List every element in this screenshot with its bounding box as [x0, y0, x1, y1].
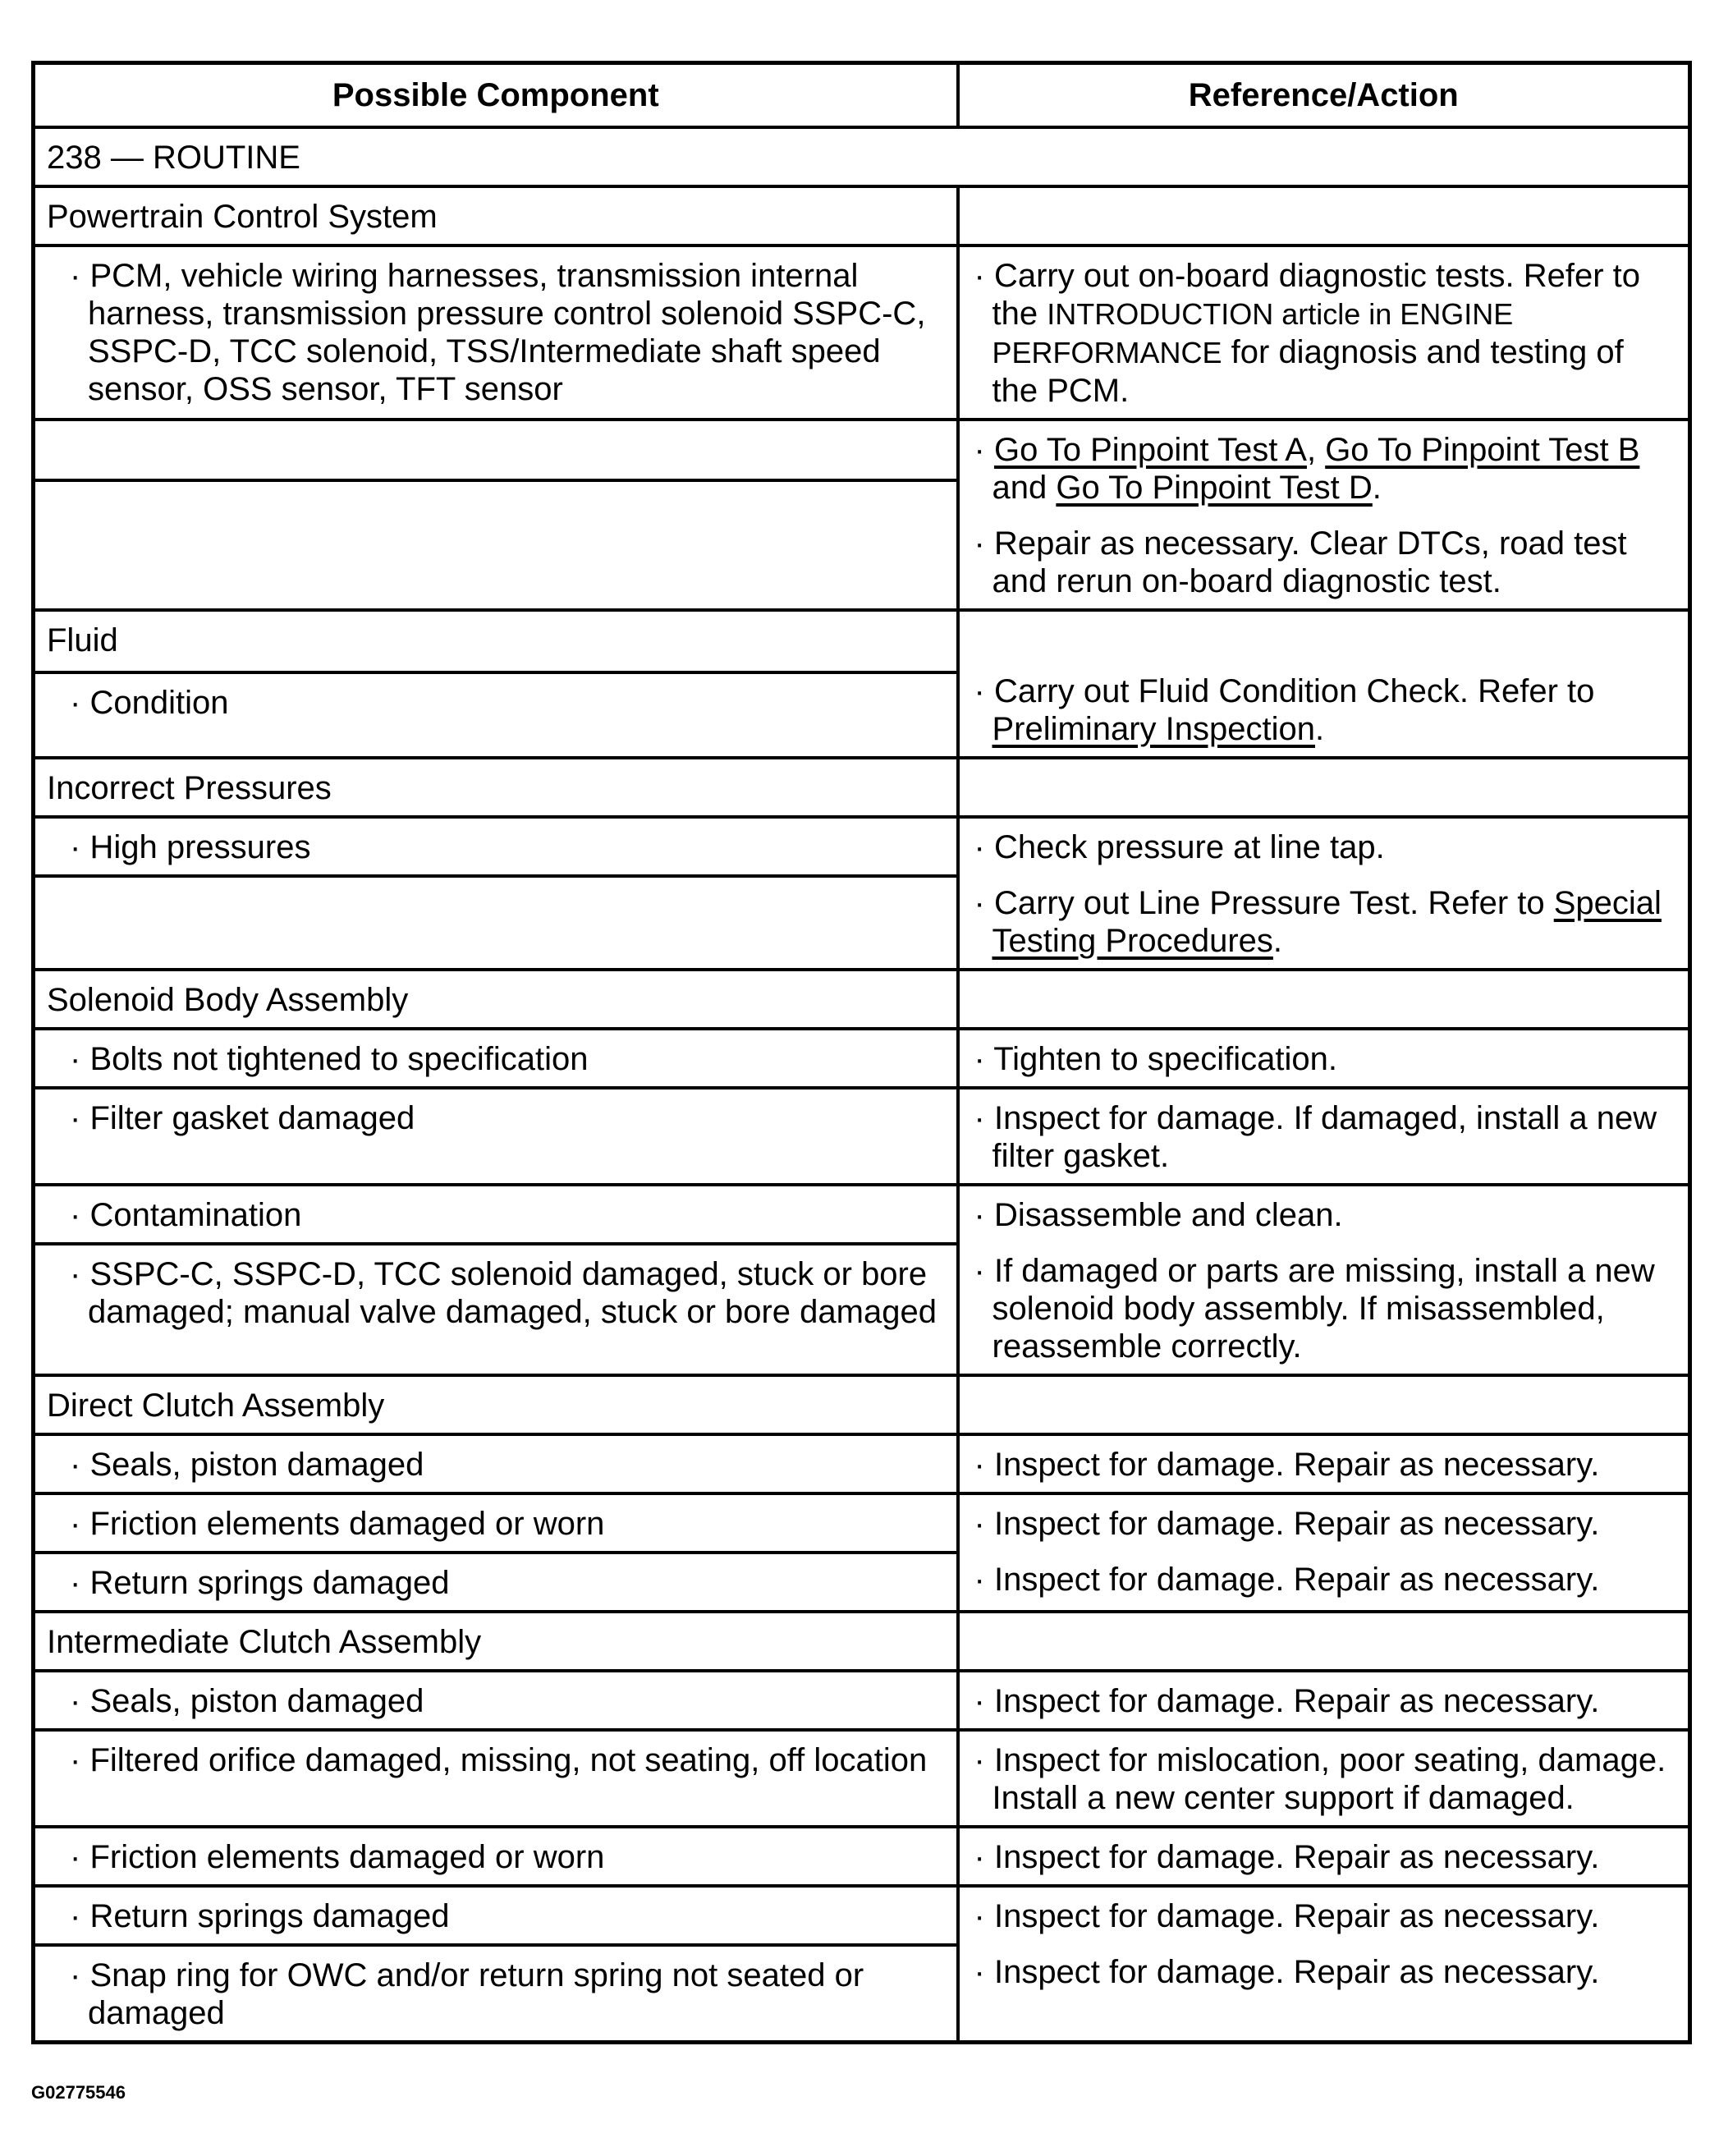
component-cell [34, 245, 958, 420]
action-cell [958, 610, 1690, 758]
table-row [34, 245, 1690, 420]
section-title-solenoid: Solenoid Body Assembly [34, 970, 958, 1029]
column-header-component: Possible Component [34, 63, 958, 128]
bullet: · [974, 1562, 985, 1598]
action-text: Inspect for damage. Repair as necessary. [993, 1447, 1600, 1483]
bullet: · [974, 1041, 985, 1077]
component-cell [34, 1029, 958, 1088]
action-cell [958, 1827, 1690, 1886]
component-text: PCM, vehicle wiring harnesses, transmission internal harness, transmission pressure control solenoid SSPC-C, SSPC-D, TCC solenoid, TSS/Intermediate shaft speed sensor, OSS sensor, TFT sensor [88, 258, 926, 407]
bullet: · [70, 1041, 81, 1077]
separator: and [992, 470, 1057, 506]
action-text: Inspect for mislocation, poor seating, damage. Install a new center support if damaged. [992, 1742, 1666, 1816]
section-row [34, 758, 1690, 817]
action-text: Inspect for damage. Repair as necessary. [993, 1562, 1600, 1598]
action-text: Inspect for damage. If damaged, install a new filter gasket. [992, 1100, 1657, 1174]
component-item [47, 1838, 945, 1876]
table-row [34, 1088, 1690, 1185]
component-text: Bolts not tightened to specification [89, 1041, 589, 1077]
table-row [34, 817, 1690, 970]
component-item [47, 684, 945, 722]
section-action-empty [958, 970, 1690, 1029]
table-header-row [34, 63, 1690, 128]
action-text: Check pressure at line tap. [993, 829, 1385, 865]
action-item [971, 431, 1677, 507]
section-row [34, 1375, 1690, 1434]
table-row [34, 1671, 1690, 1730]
bullet: · [70, 1506, 81, 1542]
separator: . [1272, 923, 1283, 959]
bullet: · [70, 1565, 81, 1601]
table-row [34, 1827, 1690, 1886]
bullet: · [70, 1447, 81, 1483]
action-item [971, 525, 1677, 600]
bullet: · [974, 1197, 985, 1233]
section-row [34, 610, 1690, 672]
action-item [971, 1741, 1677, 1817]
section-action-empty [958, 186, 1690, 245]
component-item [47, 257, 945, 408]
component-item [35, 819, 956, 878]
component-cell [34, 817, 958, 970]
action-item [971, 1196, 1677, 1234]
section-row [34, 186, 1690, 245]
action-item [971, 1040, 1677, 1078]
component-text: Snap ring for OWC and/or return spring not seated or damaged [88, 1957, 864, 2031]
action-text: Inspect for damage. Repair as necessary. [993, 1506, 1600, 1542]
separator: . [1315, 711, 1325, 747]
intro-reference: INTRODUCTION article in ENGINE PERFORMANCE [992, 297, 1514, 369]
action-text: Inspect for damage. Repair as necessary. [993, 1839, 1600, 1875]
pinpoint-test-d-link[interactable]: Go To Pinpoint Test D [1056, 470, 1373, 506]
column-header-action: Reference/Action [958, 63, 1690, 128]
action-item [971, 1838, 1677, 1876]
action-text: Inspect for damage. Repair as necessary. [993, 1683, 1600, 1719]
action-text: If damaged or parts are missing, install a new solenoid body assembly. If misassembled, reassemble correctly. [992, 1253, 1655, 1365]
section-title-direct-clutch: Direct Clutch Assembly [34, 1375, 958, 1434]
component-cell [34, 672, 958, 758]
action-item [971, 1252, 1677, 1365]
action-item [971, 257, 1677, 410]
bullet: · [974, 1954, 985, 1990]
bullet: · [974, 1447, 985, 1483]
component-item [35, 1495, 956, 1554]
section-title-fluid: Fluid [34, 610, 958, 672]
section-row [34, 970, 1690, 1029]
component-text: Condition [89, 685, 229, 721]
action-item [971, 884, 1677, 960]
component-text: Friction elements damaged or worn [89, 1839, 605, 1875]
routine-title: 238 — ROUTINE [34, 127, 1690, 186]
action-text: Carry out on-board diagnostic tests. Refer to the [992, 258, 1641, 332]
bullet: · [974, 1253, 985, 1289]
action-item [971, 672, 1677, 748]
action-cell [958, 1730, 1690, 1827]
figure-id: G02775546 [31, 2082, 126, 2103]
diagnostic-document [31, 61, 1688, 2044]
action-cell [958, 245, 1690, 420]
component-text: Filter gasket damaged [89, 1100, 415, 1136]
bullet: · [70, 1683, 81, 1719]
component-item [47, 1040, 945, 1078]
component-item [47, 1741, 945, 1779]
table-row [34, 1185, 1690, 1375]
diagnostic-table [31, 61, 1692, 2044]
action-item [971, 828, 1677, 866]
component-item [47, 1099, 945, 1137]
component-item [35, 1947, 956, 2040]
bullet: · [70, 1256, 81, 1292]
action-item [971, 1897, 1677, 1935]
action-cell [958, 1493, 1690, 1612]
bullet: · [974, 1742, 985, 1778]
component-item [35, 1186, 956, 1245]
action-cell [958, 1185, 1690, 1375]
routine-row [34, 127, 1690, 186]
bullet: · [70, 1100, 81, 1136]
table-row [34, 420, 1690, 610]
action-text: Inspect for damage. Repair as necessary. [993, 1954, 1600, 1990]
action-text: for diagnosis and testing of the PCM. [992, 334, 1624, 409]
action-cell [958, 1886, 1690, 2043]
component-cell [34, 1671, 958, 1730]
action-text: Carry out Line Pressure Test. Refer to [993, 885, 1554, 921]
pinpoint-test-b-link[interactable]: Go To Pinpoint Test B [1325, 432, 1640, 468]
component-item [47, 1446, 945, 1484]
component-cell [34, 1185, 958, 1375]
component-cell [34, 1434, 958, 1493]
separator: , [1306, 432, 1326, 468]
separator: . [1372, 470, 1382, 506]
action-cell [958, 1434, 1690, 1493]
bullet: · [974, 1506, 985, 1542]
table-row [34, 1493, 1690, 1612]
component-item [35, 1554, 956, 1610]
component-text: Seals, piston damaged [89, 1683, 424, 1719]
component-text: High pressures [89, 829, 311, 865]
component-text: Contamination [89, 1197, 302, 1233]
bullet: · [974, 432, 985, 468]
bullet: · [70, 1197, 81, 1233]
component-cell [34, 1088, 958, 1185]
section-action-empty [958, 1612, 1690, 1671]
section-action-empty [958, 758, 1690, 817]
component-text: Return springs damaged [89, 1898, 450, 1934]
component-text: SSPC-C, SSPC-D, TCC solenoid damaged, stuck or bore damaged; manual valve damaged, stuck or bore damaged [88, 1256, 937, 1330]
pinpoint-test-a-link[interactable]: Go To Pinpoint Test A [993, 432, 1307, 468]
section-title-pressures: Incorrect Pressures [34, 758, 958, 817]
table-row [34, 1434, 1690, 1493]
bullet: · [974, 1898, 985, 1934]
component-cell [34, 1493, 958, 1612]
action-text: Disassemble and clean. [993, 1197, 1343, 1233]
action-item [971, 1099, 1677, 1175]
component-cell [34, 1730, 958, 1827]
bullet: · [70, 258, 81, 294]
component-cell [34, 1886, 958, 2043]
special-testing-procedures-link[interactable]: Special Testing Procedures [992, 885, 1662, 959]
component-text: Friction elements damaged or worn [89, 1506, 605, 1542]
action-text: Tighten to specification. [993, 1041, 1337, 1077]
table-row [34, 1730, 1690, 1827]
bullet: · [70, 1742, 81, 1778]
bullet: · [974, 1100, 985, 1136]
component-cell-empty [34, 420, 958, 610]
bullet: · [974, 1839, 985, 1875]
table-row [34, 1886, 1690, 2043]
action-item [971, 1561, 1677, 1599]
action-cell [958, 817, 1690, 970]
preliminary-inspection-link[interactable]: Preliminary Inspection [992, 711, 1315, 747]
bullet: · [70, 685, 81, 721]
action-item [971, 1682, 1677, 1720]
action-cell [958, 1671, 1690, 1730]
action-item [971, 1505, 1677, 1543]
component-item [47, 1682, 945, 1720]
section-action-empty [958, 1375, 1690, 1434]
section-title-powertrain: Powertrain Control System [34, 186, 958, 245]
component-text: Seals, piston damaged [89, 1447, 424, 1483]
section-title-intermediate-clutch: Intermediate Clutch Assembly [34, 1612, 958, 1671]
component-item [35, 1888, 956, 1947]
bullet: · [70, 1957, 81, 1993]
component-text: Filtered orifice damaged, missing, not seating, off location [89, 1742, 928, 1778]
bullet: · [974, 525, 985, 562]
bullet: · [974, 829, 985, 865]
bullet: · [70, 1839, 81, 1875]
action-cell [958, 420, 1690, 610]
action-cell [958, 1029, 1690, 1088]
action-item [971, 1953, 1677, 1991]
component-text: Return springs damaged [89, 1565, 450, 1601]
action-text: Repair as necessary. Clear DTCs, road test and rerun on-board diagnostic test. [992, 525, 1627, 599]
action-cell [958, 1088, 1690, 1185]
action-text: Inspect for damage. Repair as necessary. [993, 1898, 1600, 1934]
bullet: · [70, 829, 81, 865]
action-item [971, 1446, 1677, 1484]
bullet: · [974, 885, 985, 921]
section-row [34, 1612, 1690, 1671]
action-text: Carry out Fluid Condition Check. Refer to [993, 673, 1595, 709]
component-item [35, 1245, 956, 1339]
bullet: · [70, 1898, 81, 1934]
bullet: · [974, 258, 985, 294]
bullet: · [974, 673, 985, 709]
bullet: · [974, 1683, 985, 1719]
component-cell [34, 1827, 958, 1886]
table-row [34, 1029, 1690, 1088]
